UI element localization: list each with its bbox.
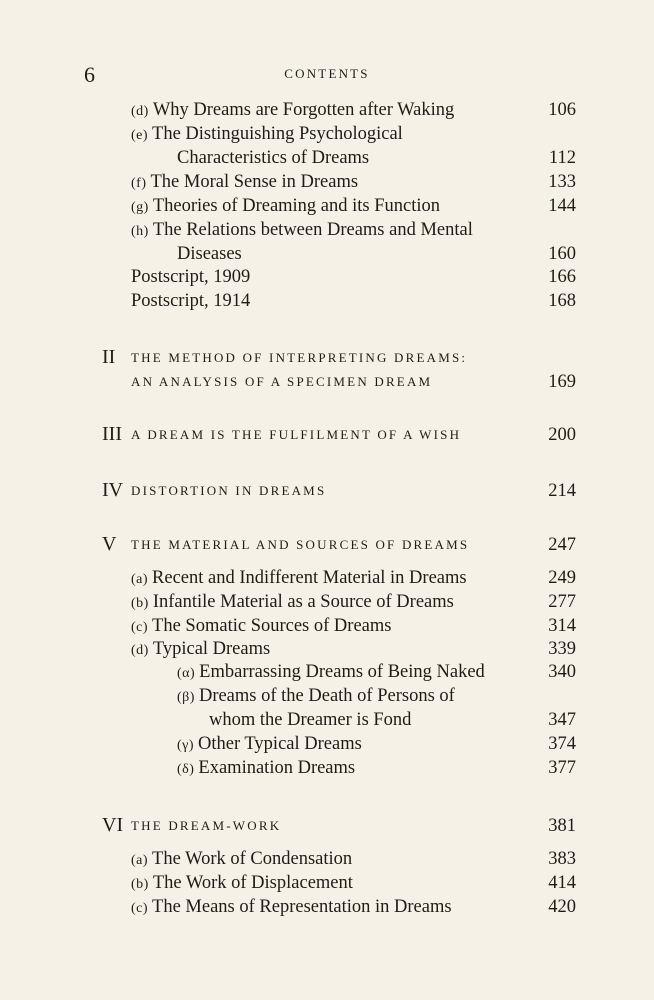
- entry-page: 383: [548, 849, 576, 869]
- toc-entry: [0, 897, 654, 921]
- chapter-title: THE DREAM-WORK: [131, 818, 282, 833]
- entry-title: The Relations between Dreams and Mental: [152, 220, 473, 240]
- chapter-number: III: [102, 423, 122, 445]
- entry-page: 247: [548, 535, 576, 555]
- toc-entry: [0, 710, 654, 734]
- entry-label: (d): [131, 104, 149, 119]
- toc-entry: [0, 592, 654, 616]
- entry-label: (δ): [177, 762, 195, 777]
- entry-label: (c): [131, 620, 149, 635]
- toc-entry: [0, 616, 654, 640]
- entry-label: (b): [131, 596, 149, 611]
- entry-page: 420: [548, 897, 576, 917]
- chapter-title: A DREAM IS THE FULFILMENT OF A WISH: [131, 427, 462, 442]
- toc-entry: [0, 568, 654, 592]
- toc-entry: [0, 172, 654, 196]
- entry-title: Theories of Dreaming and its Function: [152, 196, 441, 216]
- toc-entry: [0, 124, 654, 148]
- entry-label: (b): [131, 877, 149, 892]
- entry-page: 106: [548, 100, 576, 120]
- chapter-entry: [0, 481, 654, 505]
- toc-entry: [0, 758, 654, 782]
- entry-page: 144: [548, 196, 576, 216]
- entry-page: 340: [548, 662, 576, 682]
- entry-title: whom the Dreamer is Fond: [209, 710, 412, 730]
- chapter-title: THE MATERIAL AND SOURCES OF DREAMS: [131, 537, 470, 552]
- chapter-number: VI: [102, 814, 124, 836]
- chapter-number: V: [102, 533, 117, 555]
- page-number: 6: [84, 62, 95, 87]
- entry-page: 339: [548, 639, 576, 659]
- entry-title: Infantile Material as a Source of Dreams: [152, 592, 454, 612]
- entry-title: Other Typical Dreams: [198, 734, 362, 754]
- chapter-number: IV: [102, 479, 124, 501]
- entry-page: 381: [548, 816, 576, 836]
- toc-entry: [0, 639, 654, 663]
- entry-title: The Work of Condensation: [152, 849, 353, 869]
- entry-page: 133: [548, 172, 576, 192]
- entry-label: (a): [131, 572, 149, 587]
- entry-title: The Distinguishing Psychological: [152, 124, 403, 144]
- toc-entry: [0, 244, 654, 268]
- chapter-title: THE METHOD OF INTERPRETING DREAMS:: [131, 350, 468, 365]
- entry-title: The Somatic Sources of Dreams: [152, 616, 392, 636]
- entry-title: The Means of Representation in Dreams: [152, 897, 452, 917]
- entry-title: Postscript, 1909: [131, 267, 251, 287]
- entry-page: 168: [548, 291, 576, 311]
- entry-page: 314: [548, 616, 576, 636]
- entry-page: 377: [548, 758, 576, 778]
- entry-page: 374: [548, 734, 576, 754]
- toc-entry: [0, 849, 654, 873]
- entry-label: (f): [131, 176, 147, 191]
- toc-entry: [0, 267, 654, 291]
- toc-entry: [0, 100, 654, 124]
- chapter-entry: [0, 348, 654, 372]
- toc-entry: [0, 196, 654, 220]
- entry-title: Typical Dreams: [152, 639, 271, 659]
- toc-entry: [0, 148, 654, 172]
- running-title: CONTENTS: [284, 66, 370, 81]
- entry-page: 277: [548, 592, 576, 612]
- entry-title: Characteristics of Dreams: [177, 148, 370, 168]
- toc-entry: [0, 734, 654, 758]
- entry-label: (c): [131, 901, 149, 916]
- toc-entry: [0, 686, 654, 710]
- entry-page: 169: [548, 372, 576, 392]
- entry-title: The Work of Displacement: [152, 873, 353, 893]
- entry-label: (h): [131, 224, 149, 239]
- toc-entry: [0, 662, 654, 686]
- entry-page: 414: [548, 873, 576, 893]
- toc-entry: [0, 220, 654, 244]
- chapter-entry: [0, 372, 654, 396]
- entry-label: (e): [131, 128, 149, 143]
- entry-title: Why Dreams are Forgotten after Waking: [152, 100, 455, 120]
- entry-title: Recent and Indifferent Material in Dreams: [152, 568, 467, 588]
- entry-page: 112: [548, 148, 576, 168]
- entry-title: Examination Dreams: [198, 758, 356, 778]
- entry-title: Postscript, 1914: [131, 291, 251, 311]
- chapter-number: II: [102, 346, 116, 368]
- entry-title: The Moral Sense in Dreams: [150, 172, 359, 192]
- chapter-title: AN ANALYSIS OF A SPECIMEN DREAM: [131, 374, 433, 389]
- chapter-entry: [0, 425, 654, 449]
- entry-title: Embarrassing Dreams of Being Naked: [199, 662, 485, 682]
- entry-page: 347: [548, 710, 576, 730]
- entry-page: 166: [548, 267, 576, 287]
- entry-page: 249: [548, 568, 576, 588]
- entry-page: 160: [548, 244, 576, 264]
- entry-label: (g): [131, 200, 149, 215]
- entry-page: 200: [548, 425, 576, 445]
- entry-page: 214: [548, 481, 576, 501]
- entry-title: Diseases: [177, 244, 242, 264]
- entry-label: (d): [131, 643, 149, 658]
- entry-label: (β): [177, 690, 195, 705]
- toc-entry: [0, 291, 654, 315]
- chapter-entry: [0, 535, 654, 559]
- entry-label: (γ): [177, 738, 195, 753]
- entry-title: Dreams of the Death of Persons of: [198, 686, 455, 706]
- toc-entry: [0, 873, 654, 897]
- entry-label: (a): [131, 853, 149, 868]
- chapter-title: DISTORTION IN DREAMS: [131, 483, 327, 498]
- chapter-entry: [0, 816, 654, 840]
- entry-label: (α): [177, 666, 196, 681]
